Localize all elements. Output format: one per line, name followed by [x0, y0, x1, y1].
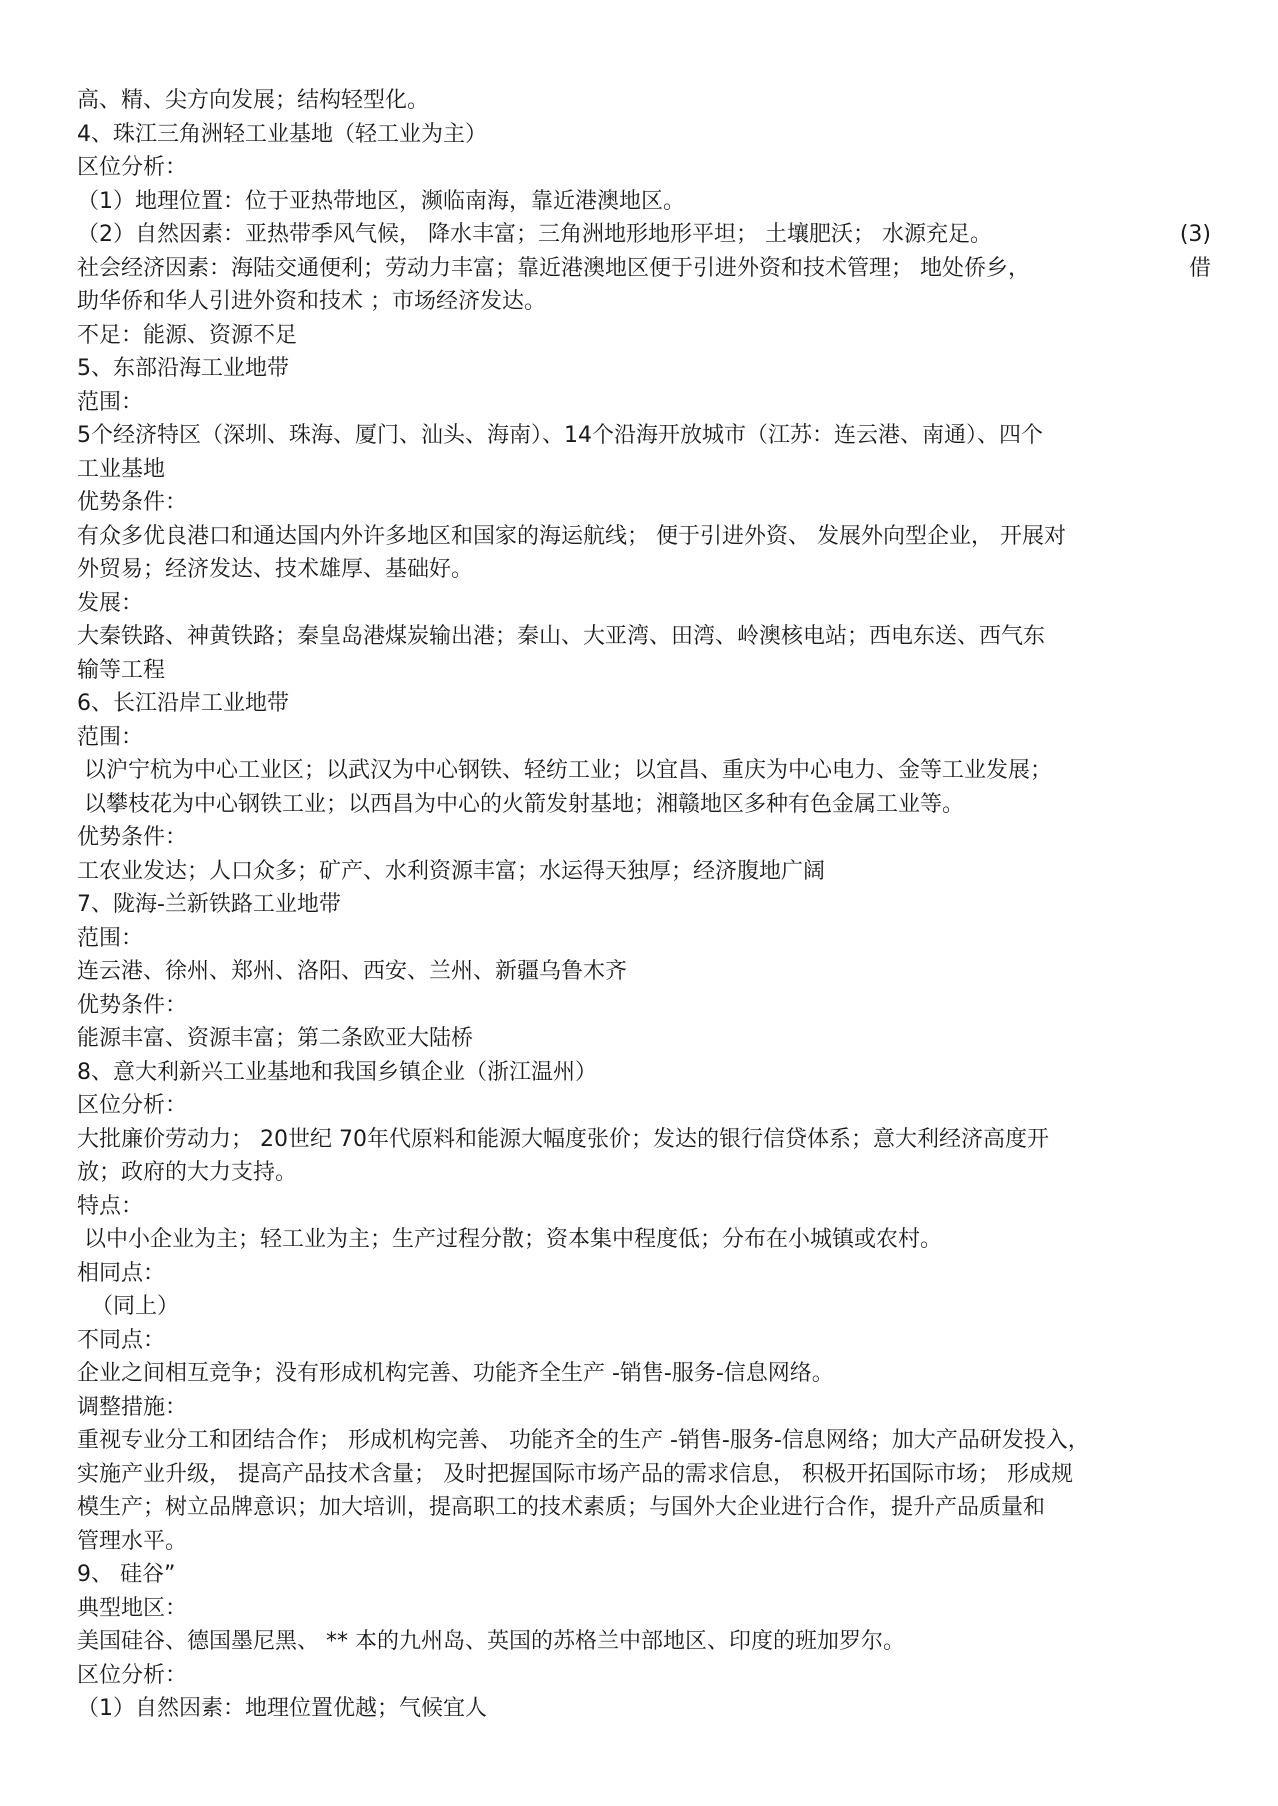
text-line: 大秦铁路、神黄铁路；秦皇岛港煤炭输出港；秦山、大亚湾、田湾、岭澳核电站；西电东送、西气东 — [77, 624, 1046, 649]
text-line: 实施产业升级， 提高产品技术含量； 及时把握国际市场产品的需求信息， 积极开拓国际市场； 形成规 — [77, 1461, 1073, 1487]
section-heading: 6、长江沿岸工业地带 — [77, 691, 289, 716]
text-line: 大批廉价劳动力； 20世纪 70年代原料和能源大幅度张价；发达的银行信贷体系；意大利经济高度开 — [77, 1126, 1049, 1152]
text-segment: （2）自然因素：亚热带季风气候， 降水丰富；三角洲地形地形平坦； 土壤肥沃； 水源充足。 — [77, 222, 992, 247]
text-line: 工农业发达；人口众多；矿产、水利资源丰富；水运得天独厚；经济腹地广阔 — [77, 858, 826, 884]
section-heading: 7、陇海-兰新铁路工业地带 — [77, 892, 341, 917]
text-line: 相同点： — [77, 1260, 166, 1286]
text-line: （1）自然因素：地理位置优越；气候宜人 — [77, 1696, 487, 1721]
text-segment: (3) — [1179, 222, 1211, 247]
text-line: 以沪宁杭为中心工业区；以武汉为中心钢铁、轻纺工业；以宜昌、重庆为中心电力、金等工业发展； — [77, 758, 1052, 783]
section-heading: 8、意大利新兴工业基地和我国乡镇企业（浙江温州） — [77, 1059, 597, 1085]
text-line: 外贸易；经济发达、技术雄厚、基础好。 — [77, 557, 474, 582]
text-line: 重视专业分工和团结合作； 形成机构完善、 功能齐全的生产 -销售-服务-信息网络；加大产品研发投入， — [77, 1428, 1090, 1453]
text-line: 管理水平。 — [77, 1528, 188, 1554]
text-segment: 借 — [1188, 255, 1211, 281]
text-line: 优势条件： — [77, 490, 188, 515]
text-line: 区位分析： — [77, 1662, 188, 1688]
text-line: 连云港、徐州、郑州、洛阳、西安、兰州、新疆乌鲁木齐 — [77, 959, 628, 984]
text-line: 调整措施： — [77, 1394, 188, 1420]
text-line: 输等工程 — [77, 657, 166, 683]
text-line: 模生产；树立品牌意识；加大培训，提高职工的技术素质；与国外大企业进行合作，提升产品质量和 — [77, 1495, 1046, 1520]
text-line: （1）地理位置：位于亚热带地区，濒临南海，靠近港澳地区。 — [77, 188, 685, 214]
text-line: 能源丰富、资源丰富；第二条欧亚大陆桥 — [77, 1026, 474, 1051]
text-line — [77, 252, 1211, 286]
text-line: 以攀枝花为中心钢铁工业；以西昌为中心的火箭发射基地；湘赣地区多种有色金属工业等。 — [77, 791, 964, 817]
section-heading: 4、珠江三角洲轻工业基地（轻工业为主） — [77, 121, 487, 147]
text-line: 区位分析： — [77, 155, 188, 180]
section-heading: 5、东部沿海工业地带 — [77, 356, 289, 381]
text-line: 企业之间相互竞争；没有形成机构完善、功能齐全生产 -销售-服务-信息网络。 — [77, 1361, 834, 1386]
text-line: 范围： — [77, 724, 144, 750]
text-line: 以中小企业为主；轻工业为主；生产过程分散；资本集中程度低；分布在小城镇或农村。 — [77, 1227, 942, 1252]
text-line: 范围： — [77, 389, 144, 415]
text-line: 优势条件： — [77, 992, 188, 1018]
text-line: 5个经济特区（深圳、珠海、厦门、汕头、海南）、14个沿海开放城市（江苏：连云港、南通）、四个 — [77, 423, 1043, 448]
text-line: 区位分析： — [77, 1093, 188, 1118]
text-line: 优势条件： — [77, 825, 188, 850]
text-line: 特点： — [77, 1193, 144, 1219]
text-line: （同上） — [77, 1294, 179, 1319]
text-line: 助华侨和华人引进外资和技术 ；市场经济发达。 — [77, 289, 546, 314]
text-line — [77, 218, 1211, 252]
text-line: 放；政府的大力支持。 — [77, 1160, 298, 1185]
text-line: 美国硅谷、德国墨尼黑、 ** 本的九州岛、英国的苏格兰中部地区、印度的班加罗尔。 — [77, 1629, 905, 1654]
text-line: 不同点： — [77, 1327, 166, 1353]
text-segment: 社会经济因素：海陆交通便利；劳动力丰富；靠近港澳地区便于引进外资和技术管理； 地处侨乡， — [77, 255, 1030, 281]
text-line: 发展： — [77, 590, 144, 616]
document-body — [77, 84, 1211, 1726]
section-heading: 9、 硅谷” — [77, 1562, 176, 1587]
text-line: 不足：能源、资源不足 — [77, 322, 298, 348]
text-line: 有众多优良港口和通达国内外许多地区和国家的海运航线； 便于引进外资、 发展外向型企业， 开展对 — [77, 523, 1066, 549]
text-line: 范围： — [77, 925, 144, 951]
text-line: 典型地区： — [77, 1595, 188, 1621]
text-line: 工业基地 — [77, 456, 166, 482]
text-line: 高、精、尖方向发展；结构轻型化。 — [77, 88, 430, 113]
